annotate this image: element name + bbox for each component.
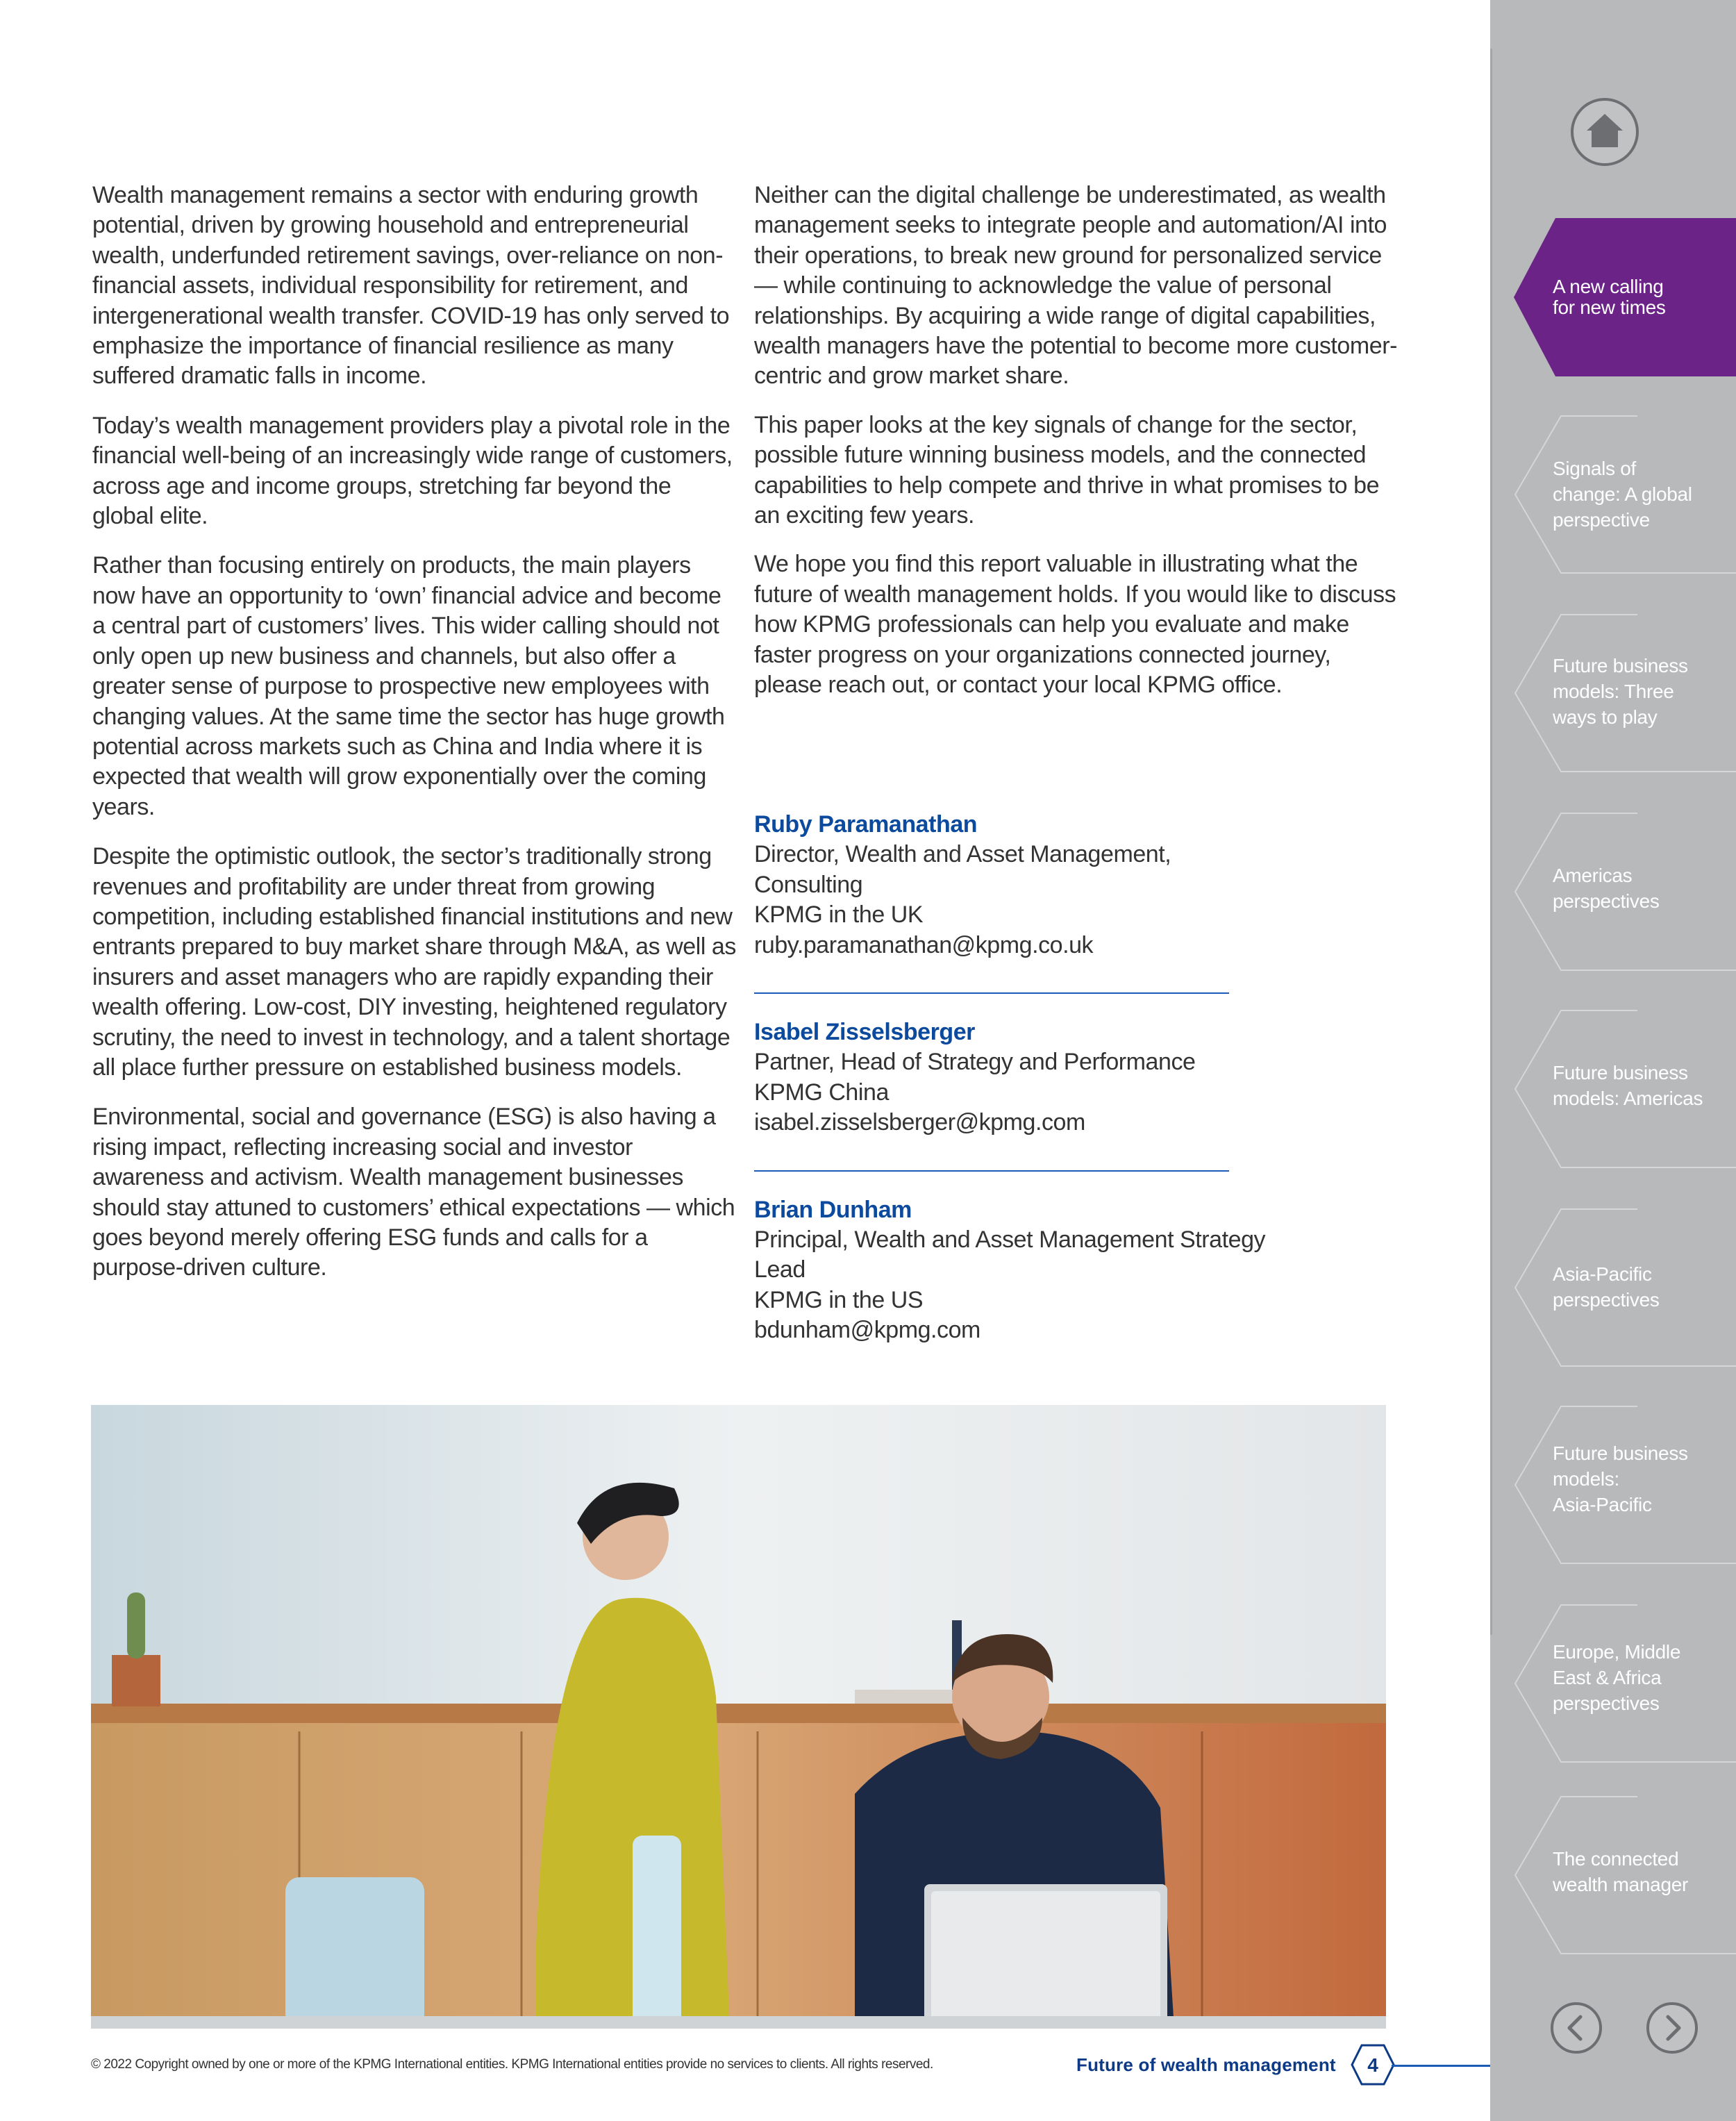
paragraph: This paper looks at the key signals of change for the sector, possible future winning business models, and the connected capabilities to help compete and thrive in what promises to be an exciting few years. <box>754 411 1380 529</box>
previous-page-button[interactable] <box>1550 2002 1603 2054</box>
contact-card <box>754 810 1282 960</box>
nav-label: Future business models: Three ways to play <box>1553 655 1688 728</box>
contacts-block <box>754 810 1282 1346</box>
paragraph: We hope you find this report valuable in illustrating what the future of wealth management holds. If you would like to discuss how KPMG professionals can help you evaluate and make faster progress on your organizations connected journey, please reach out, or contact your local KPMG office. <box>754 551 1396 699</box>
nav-label: Signals of change: A global perspective <box>1553 458 1692 531</box>
office-photo <box>91 1405 1386 2029</box>
page-badge-hexagon-icon <box>1350 2043 1396 2086</box>
paragraph: Wealth management remains a sector with enduring growth potential, driven by growing household and entrepreneurial wealth, underfunded retirement savings, over-reliance on non-financial assets, individual responsibility for retirement, and intergenerational wealth transfer. COVID-19 has only served to emphasize the importance of financial resilience as many suffered dramatic falls in income. <box>92 182 730 390</box>
footer-rule <box>1392 2065 1493 2067</box>
divider <box>754 992 1229 994</box>
paragraph: Despite the optimistic outlook, the sector’s traditionally strong revenues and profitability are under threat from growing competition, including established financial institutions and new entrants prepared to buy market share through M&A, as well as insurers and asset managers who are rapidly expanding their wealth offering. Low-cost, DIY investing, heightened regulatory scrutiny, the need to invest in technology, and a talent shortage all place further pressure on established business models. <box>92 843 736 1081</box>
page-number-badge <box>1350 2043 1396 2086</box>
nav-item-americas-perspectives[interactable] <box>1514 813 1736 971</box>
paragraph: Today’s wealth management providers play a pivotal role in the financial well-being of an increasingly wide range of customers, across age and income groups, stretching far beyond the global elite. <box>92 412 733 530</box>
home-icon <box>1570 97 1639 167</box>
page-number: 4 <box>1367 2054 1378 2076</box>
contact-name: Brian Dunham <box>754 1196 912 1223</box>
chevron-right-icon <box>1646 2002 1699 2054</box>
contact-org: KPMG in the US <box>754 1286 924 1313</box>
contact-title: Partner, Head of Strategy and Performance <box>754 1049 1196 1076</box>
contact-name: Isabel Zisselsberger <box>754 1019 975 1046</box>
contact-org: KPMG China <box>754 1079 889 1106</box>
nav-label: Future business models: Asia-Pacific <box>1553 1442 1688 1515</box>
nav-label: Americas perspectives <box>1553 865 1660 912</box>
contact-email[interactable]: isabel.zisselsberger@kpmg.com <box>754 1109 1085 1136</box>
copyright-notice: © 2022 Copyright owned by one or more of the KPMG International entities. KPMG International entities provide no services to clients. All rights reserved. <box>91 2057 933 2072</box>
left-text-column <box>92 181 738 1303</box>
sidebar-edge <box>1490 49 1492 1635</box>
nav-label: Europe, Middle East & Africa perspectives <box>1553 1641 1681 1714</box>
contact-title: Principal, Wealth and Asset Management Strategy Lead <box>754 1226 1266 1283</box>
nav-item-new-calling[interactable] <box>1514 218 1736 376</box>
nav-label: The connected wealth manager <box>1553 1848 1689 1895</box>
right-text-column <box>754 181 1400 720</box>
nav-item-future-models-americas[interactable] <box>1514 1010 1736 1168</box>
document-title: Future of wealth management <box>1076 2054 1336 2075</box>
office-photo-illustration <box>91 1405 1386 2029</box>
nav-item-signals-of-change[interactable] <box>1514 415 1736 574</box>
paragraph: Environmental, social and governance (ESG) is also having a rising impact, reflecting increasing social and investor awareness and activism. Wealth management businesses should stay attuned to customers’ ethical expectations — which goes beyond merely offering ESG funds and calls for a purpose-driven culture. <box>92 1104 735 1281</box>
contact-org: KPMG in the UK <box>754 901 924 929</box>
home-button[interactable] <box>1570 97 1639 167</box>
nav-item-asia-pacific-perspectives[interactable] <box>1514 1208 1736 1367</box>
contact-card <box>754 1195 1282 1346</box>
nav-item-emea-perspectives[interactable] <box>1514 1604 1736 1763</box>
nav-item-future-models-three-ways[interactable] <box>1514 614 1736 772</box>
next-page-button[interactable] <box>1646 2002 1699 2054</box>
nav-label: Future business models: Americas <box>1553 1062 1703 1109</box>
paragraph: Rather than focusing entirely on products, the main players now have an opportunity to ‘own’ financial advice and become a central part of customers’ lives. This wider calling should not only open up new business and channels, but also offer a greater sense of purpose to prospective new employees with changing values. At the same time the sector has huge growth potential across markets such as China and India where it is expected that wealth will grow exponentially over the coming years. <box>92 552 725 820</box>
divider <box>754 1170 1229 1172</box>
contact-name: Ruby Paramanathan <box>754 811 978 838</box>
nav-label: A new calling for new times <box>1553 276 1666 318</box>
contact-title: Director, Wealth and Asset Management, Consulting <box>754 841 1171 898</box>
nav-label: Asia-Pacific perspectives <box>1553 1263 1660 1311</box>
paragraph: Neither can the digital challenge be underestimated, as wealth management seeks to integrate people and automation/AI into their operations, to break new ground for personalized service — while continuing to acknowledge the value of personal relationships. By acquiring a wide range of digital capabilities, wealth managers have the potential to become more customer-centric and grow market share. <box>754 182 1397 390</box>
contact-email[interactable]: bdunham@kpmg.com <box>754 1317 980 1344</box>
contact-card <box>754 1017 1282 1138</box>
chevron-left-icon <box>1550 2002 1603 2054</box>
contact-email[interactable]: ruby.paramanathan@kpmg.co.uk <box>754 931 1094 958</box>
nav-item-connected-wealth-manager[interactable] <box>1514 1796 1736 1954</box>
nav-item-future-models-asia-pacific[interactable] <box>1514 1406 1736 1564</box>
